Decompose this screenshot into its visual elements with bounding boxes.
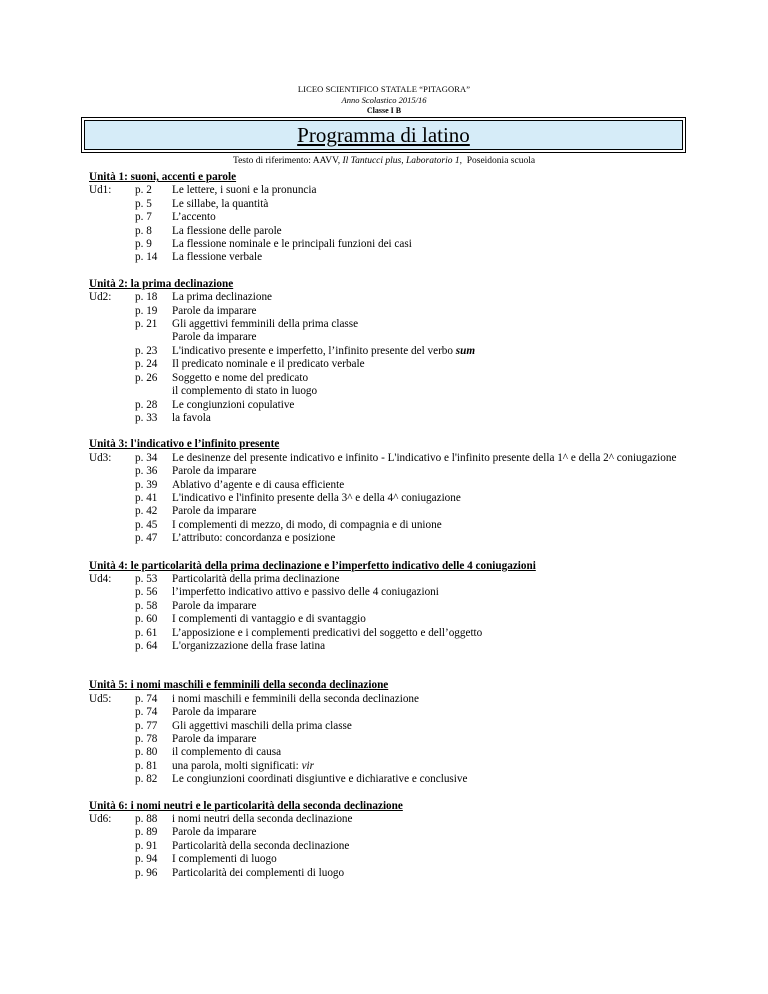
topic-label: Le sillabe, la quantità [172, 197, 269, 210]
page-number: p. 78 [135, 733, 158, 746]
unit-block [89, 278, 719, 425]
school-name: LICEO SCIENTIFICO STATALE “PITAGORA” [297, 84, 471, 94]
topic-text [172, 573, 719, 586]
unit-code: Ud5: [89, 692, 112, 705]
unit-code [89, 399, 135, 412]
unit-title: Unità 4: le particolarità della prima declinazione e l’imperfetto indicativo delle 4 coniugazioni [89, 559, 536, 572]
page-number: p. 77 [135, 719, 158, 732]
unit-row [89, 211, 719, 224]
unit-code [89, 773, 135, 786]
unit-row [89, 826, 719, 839]
unit-row [89, 399, 719, 412]
unit-code [89, 613, 135, 626]
topic-label: L’attributo: concordanza e posizione [172, 532, 336, 545]
topic-text [172, 853, 719, 866]
unit-row [89, 613, 719, 626]
unit-code: Ud1: [89, 184, 112, 197]
page-number: p. 18 [135, 291, 158, 304]
topic-label: L’accento [172, 211, 216, 224]
unit-row [89, 600, 719, 613]
unit-row [89, 733, 719, 746]
topic-text [172, 773, 719, 786]
topic-text [172, 505, 719, 518]
unit-code [89, 640, 135, 653]
topic-label: La flessione verbale [172, 251, 263, 264]
topic-text [172, 385, 719, 398]
unit-row [89, 773, 719, 786]
topic-label: La flessione delle parole [172, 224, 282, 237]
topic-text [172, 519, 719, 532]
page-number: p. 91 [135, 839, 158, 852]
unit-code [89, 627, 135, 640]
unit-code [89, 251, 135, 264]
unit-code [89, 465, 135, 478]
topic-text [172, 746, 719, 759]
page-number: p. 19 [135, 304, 158, 317]
topic-text [172, 251, 719, 264]
unit-row [89, 693, 719, 706]
topic-label: Particolarità della seconda declinazione [172, 839, 350, 852]
unit-code [89, 331, 135, 344]
topic-label: Particolarità della prima declinazione [172, 572, 340, 585]
reference-publisher: Poseidonia scuola [466, 156, 536, 166]
unit-row [89, 706, 719, 719]
page-number: p. 74 [135, 692, 158, 705]
page-number: p. 8 [135, 224, 152, 237]
unit-code [89, 198, 135, 211]
unit-block [89, 679, 719, 786]
topic-text [172, 867, 719, 880]
topic-text [172, 532, 719, 545]
page-number: p. 26 [135, 371, 158, 384]
reference-line [0, 156, 768, 166]
unit-code: Ud4: [89, 572, 112, 585]
unit-row [89, 318, 719, 331]
unit-code: Ud6: [89, 813, 112, 826]
topic-label: la favola [172, 411, 211, 424]
topic-label: L'indicativo e l'infinito presente della 3^ e della 4^ coniugazione [172, 491, 461, 504]
topic-text [172, 305, 719, 318]
topic-label: Le desinenze del presente indicativo e infinito - L'indicativo e l'infinito presente della 1^ e della 2^ coniugazione [172, 451, 677, 464]
page-number: p. 96 [135, 866, 158, 879]
page-number: p. 14 [135, 251, 158, 264]
page-number: p. 56 [135, 586, 158, 599]
topic-text [172, 465, 719, 478]
topic-label: una parola, molti significati: [172, 759, 299, 772]
topic-label: Le congiunzioni coordinati disgiuntive e dichiarative e conclusive [172, 773, 468, 786]
topic-text [172, 198, 719, 211]
unit-code [89, 733, 135, 746]
topic-label: I complementi di mezzo, di modo, di compagnia e di unione [172, 518, 442, 531]
school-year: Anno Scolastico 2015/16 [341, 95, 427, 105]
unit-row [89, 627, 719, 640]
unit-row [89, 184, 719, 197]
topic-text [172, 733, 719, 746]
page-number: p. 9 [135, 238, 152, 251]
page-number: p. 74 [135, 706, 158, 719]
reference-prefix: Testo di riferimento: AAVV, [232, 156, 341, 166]
unit-row [89, 305, 719, 318]
unit-code [89, 706, 135, 719]
unit-code [89, 345, 135, 358]
unit-row [89, 586, 719, 599]
unit-row [89, 331, 719, 344]
page-number: p. 41 [135, 491, 158, 504]
topic-label: Parole da imparare [172, 826, 257, 839]
topic-text [172, 291, 719, 304]
unit-code [89, 479, 135, 492]
page-number: p. 61 [135, 626, 158, 639]
unit-code [89, 358, 135, 371]
topic-text [172, 372, 719, 385]
unit-title: Unità 2: la prima declinazione [89, 277, 234, 290]
topic-text [172, 813, 719, 826]
page-number: p. 33 [135, 411, 158, 424]
topic-label: L’apposizione e i complementi predicativi del soggetto e dell’oggetto [172, 626, 483, 639]
unit-row [89, 532, 719, 545]
page-number: p. 89 [135, 826, 158, 839]
unit-row [89, 640, 719, 653]
unit-row [89, 519, 719, 532]
topic-text [172, 706, 719, 719]
unit-code [89, 746, 135, 759]
topic-label: i nomi neutri della seconda declinazione [172, 813, 353, 826]
unit-row [89, 412, 719, 425]
topic-text [172, 600, 719, 613]
unit-code [89, 532, 135, 545]
topic-text [172, 238, 719, 251]
page-number: p. 81 [135, 759, 158, 772]
topic-label: I complementi di luogo [172, 853, 277, 866]
unit-row [89, 492, 719, 505]
unit-row [89, 760, 719, 773]
page-title: Programma di latino [297, 123, 470, 147]
unit-row [89, 720, 719, 733]
unit-row [89, 358, 719, 371]
unit-code [89, 385, 135, 398]
topic-text [172, 693, 719, 706]
topic-text [172, 760, 719, 773]
topic-text [172, 345, 719, 358]
page-number: p. 2 [135, 184, 152, 197]
topic-italic: vir [301, 759, 314, 772]
page-number [135, 331, 172, 344]
unit-code [89, 492, 135, 505]
unit-code [89, 305, 135, 318]
unit-row [89, 251, 719, 264]
page-number: p. 80 [135, 746, 158, 759]
unit-title: Unità 6: i nomi neutri e le particolarità della seconda declinazione [89, 799, 403, 812]
unit-code [89, 372, 135, 385]
topic-label: i nomi maschili e femminili della seconda declinazione [172, 692, 419, 705]
unit-code: Ud3: [89, 451, 112, 464]
topic-label: Parole da imparare [172, 706, 257, 719]
page-number: p. 36 [135, 465, 158, 478]
topic-label: Parole da imparare [172, 733, 257, 746]
unit-row [89, 573, 719, 586]
topic-label: Gli aggettivi femminili della prima classe [172, 318, 359, 331]
topic-label: Soggetto e nome del predicato [172, 371, 309, 384]
topic-text [172, 586, 719, 599]
topic-label: Parole da imparare [172, 465, 257, 478]
unit-code [89, 840, 135, 853]
unit-row [89, 345, 719, 358]
unit-row [89, 385, 719, 398]
topic-text [172, 613, 719, 626]
page-number: p. 60 [135, 613, 158, 626]
unit-row [89, 867, 719, 880]
topic-label: Il predicato nominale e il predicato verbale [172, 358, 365, 371]
page-number: p. 42 [135, 505, 158, 518]
topic-text [172, 358, 719, 371]
page-number: p. 24 [135, 358, 158, 371]
page-number [135, 385, 172, 398]
topic-label: La prima declinazione [172, 291, 273, 304]
unit-row [89, 452, 719, 465]
unit-row [89, 505, 719, 518]
unit-code [89, 760, 135, 773]
topic-text [172, 399, 719, 412]
topic-label: Parole da imparare [172, 304, 257, 317]
topic-label: L'indicativo presente e imperfetto, l’infinito presente del verbo [172, 344, 453, 357]
unit-code [89, 238, 135, 251]
unit-row [89, 853, 719, 866]
topic-emphasis: sum [455, 344, 476, 357]
topic-label: il complemento di stato in luogo [172, 385, 318, 398]
page-number: p. 28 [135, 398, 158, 411]
topic-text [172, 826, 719, 839]
page-number: p. 34 [135, 451, 158, 464]
unit-block [89, 171, 719, 265]
topic-label: Ablativo d’agente e di causa efficiente [172, 478, 345, 491]
unit-row [89, 372, 719, 385]
page-number: p. 21 [135, 318, 158, 331]
topic-text [172, 479, 719, 492]
page-number: p. 58 [135, 599, 158, 612]
unit-block [89, 800, 719, 880]
unit-title: Unità 3: l'indicativo e l’infinito presente [89, 438, 280, 451]
reference-book: Il Tantucci plus, Laboratorio 1, [342, 156, 462, 166]
unit-code [89, 412, 135, 425]
unit-code [89, 826, 135, 839]
topic-label: il complemento di causa [172, 746, 282, 759]
page-number: p. 82 [135, 773, 158, 786]
topic-text [172, 225, 719, 238]
unit-row [89, 813, 719, 826]
topic-text [172, 840, 719, 853]
page-number: p. 47 [135, 532, 158, 545]
units-list [89, 171, 719, 880]
unit-row [89, 840, 719, 853]
unit-row [89, 291, 719, 304]
topic-label: La flessione nominale e le principali funzioni dei casi [172, 238, 412, 251]
unit-title: Unità 1: suoni, accenti e parole [89, 171, 237, 183]
topic-label: Le lettere, i suoni e la pronuncia [172, 184, 317, 197]
unit-code [89, 853, 135, 866]
topic-label: Parole da imparare [172, 599, 257, 612]
topic-text [172, 720, 719, 733]
topic-label: l’imperfetto indicativo attivo e passivo delle 4 coniugazioni [172, 586, 439, 599]
class-label: Classe I B [366, 106, 402, 115]
unit-code [89, 867, 135, 880]
title-box [84, 120, 683, 150]
unit-row [89, 198, 719, 211]
unit-block [89, 438, 719, 545]
unit-code [89, 519, 135, 532]
unit-code [89, 211, 135, 224]
topic-label: Gli aggettivi maschili della prima classe [172, 719, 352, 732]
topic-label: I complementi di vantaggio e di svantaggio [172, 613, 366, 626]
page-number: p. 64 [135, 640, 158, 652]
topic-label: L'organizzazione della frase latina [172, 640, 326, 652]
topic-text [172, 452, 719, 465]
unit-code [89, 225, 135, 238]
unit-code: Ud2: [89, 291, 112, 304]
topic-text [172, 331, 719, 344]
page-number: p. 39 [135, 478, 158, 491]
unit-code [89, 720, 135, 733]
topic-text [172, 492, 719, 505]
topic-label: Parole da imparare [172, 331, 257, 344]
unit-code [89, 600, 135, 613]
page-number: p. 53 [135, 572, 158, 585]
unit-row [89, 479, 719, 492]
topic-text [172, 318, 719, 331]
unit-code [89, 318, 135, 331]
unit-code [89, 505, 135, 518]
unit-row [89, 225, 719, 238]
topic-label: Parole da imparare [172, 505, 257, 518]
unit-title: Unità 5: i nomi maschili e femminili della seconda declinazione [89, 679, 389, 692]
page-number: p. 7 [135, 211, 152, 224]
page-number: p. 94 [135, 853, 158, 866]
topic-text [172, 412, 719, 425]
topic-label: Particolarità dei complementi di luogo [172, 866, 345, 879]
topic-text [172, 627, 719, 640]
topic-label: Le congiunzioni copulative [172, 398, 295, 411]
topic-text [172, 211, 719, 224]
unit-block [89, 560, 719, 654]
unit-row [89, 238, 719, 251]
topic-text [172, 640, 719, 653]
page-number: p. 88 [135, 813, 158, 826]
page-number: p. 5 [135, 197, 152, 210]
page-number: p. 23 [135, 344, 158, 357]
page-number: p. 45 [135, 518, 158, 531]
unit-code [89, 586, 135, 599]
unit-row [89, 746, 719, 759]
topic-text [172, 184, 719, 197]
unit-row [89, 465, 719, 478]
